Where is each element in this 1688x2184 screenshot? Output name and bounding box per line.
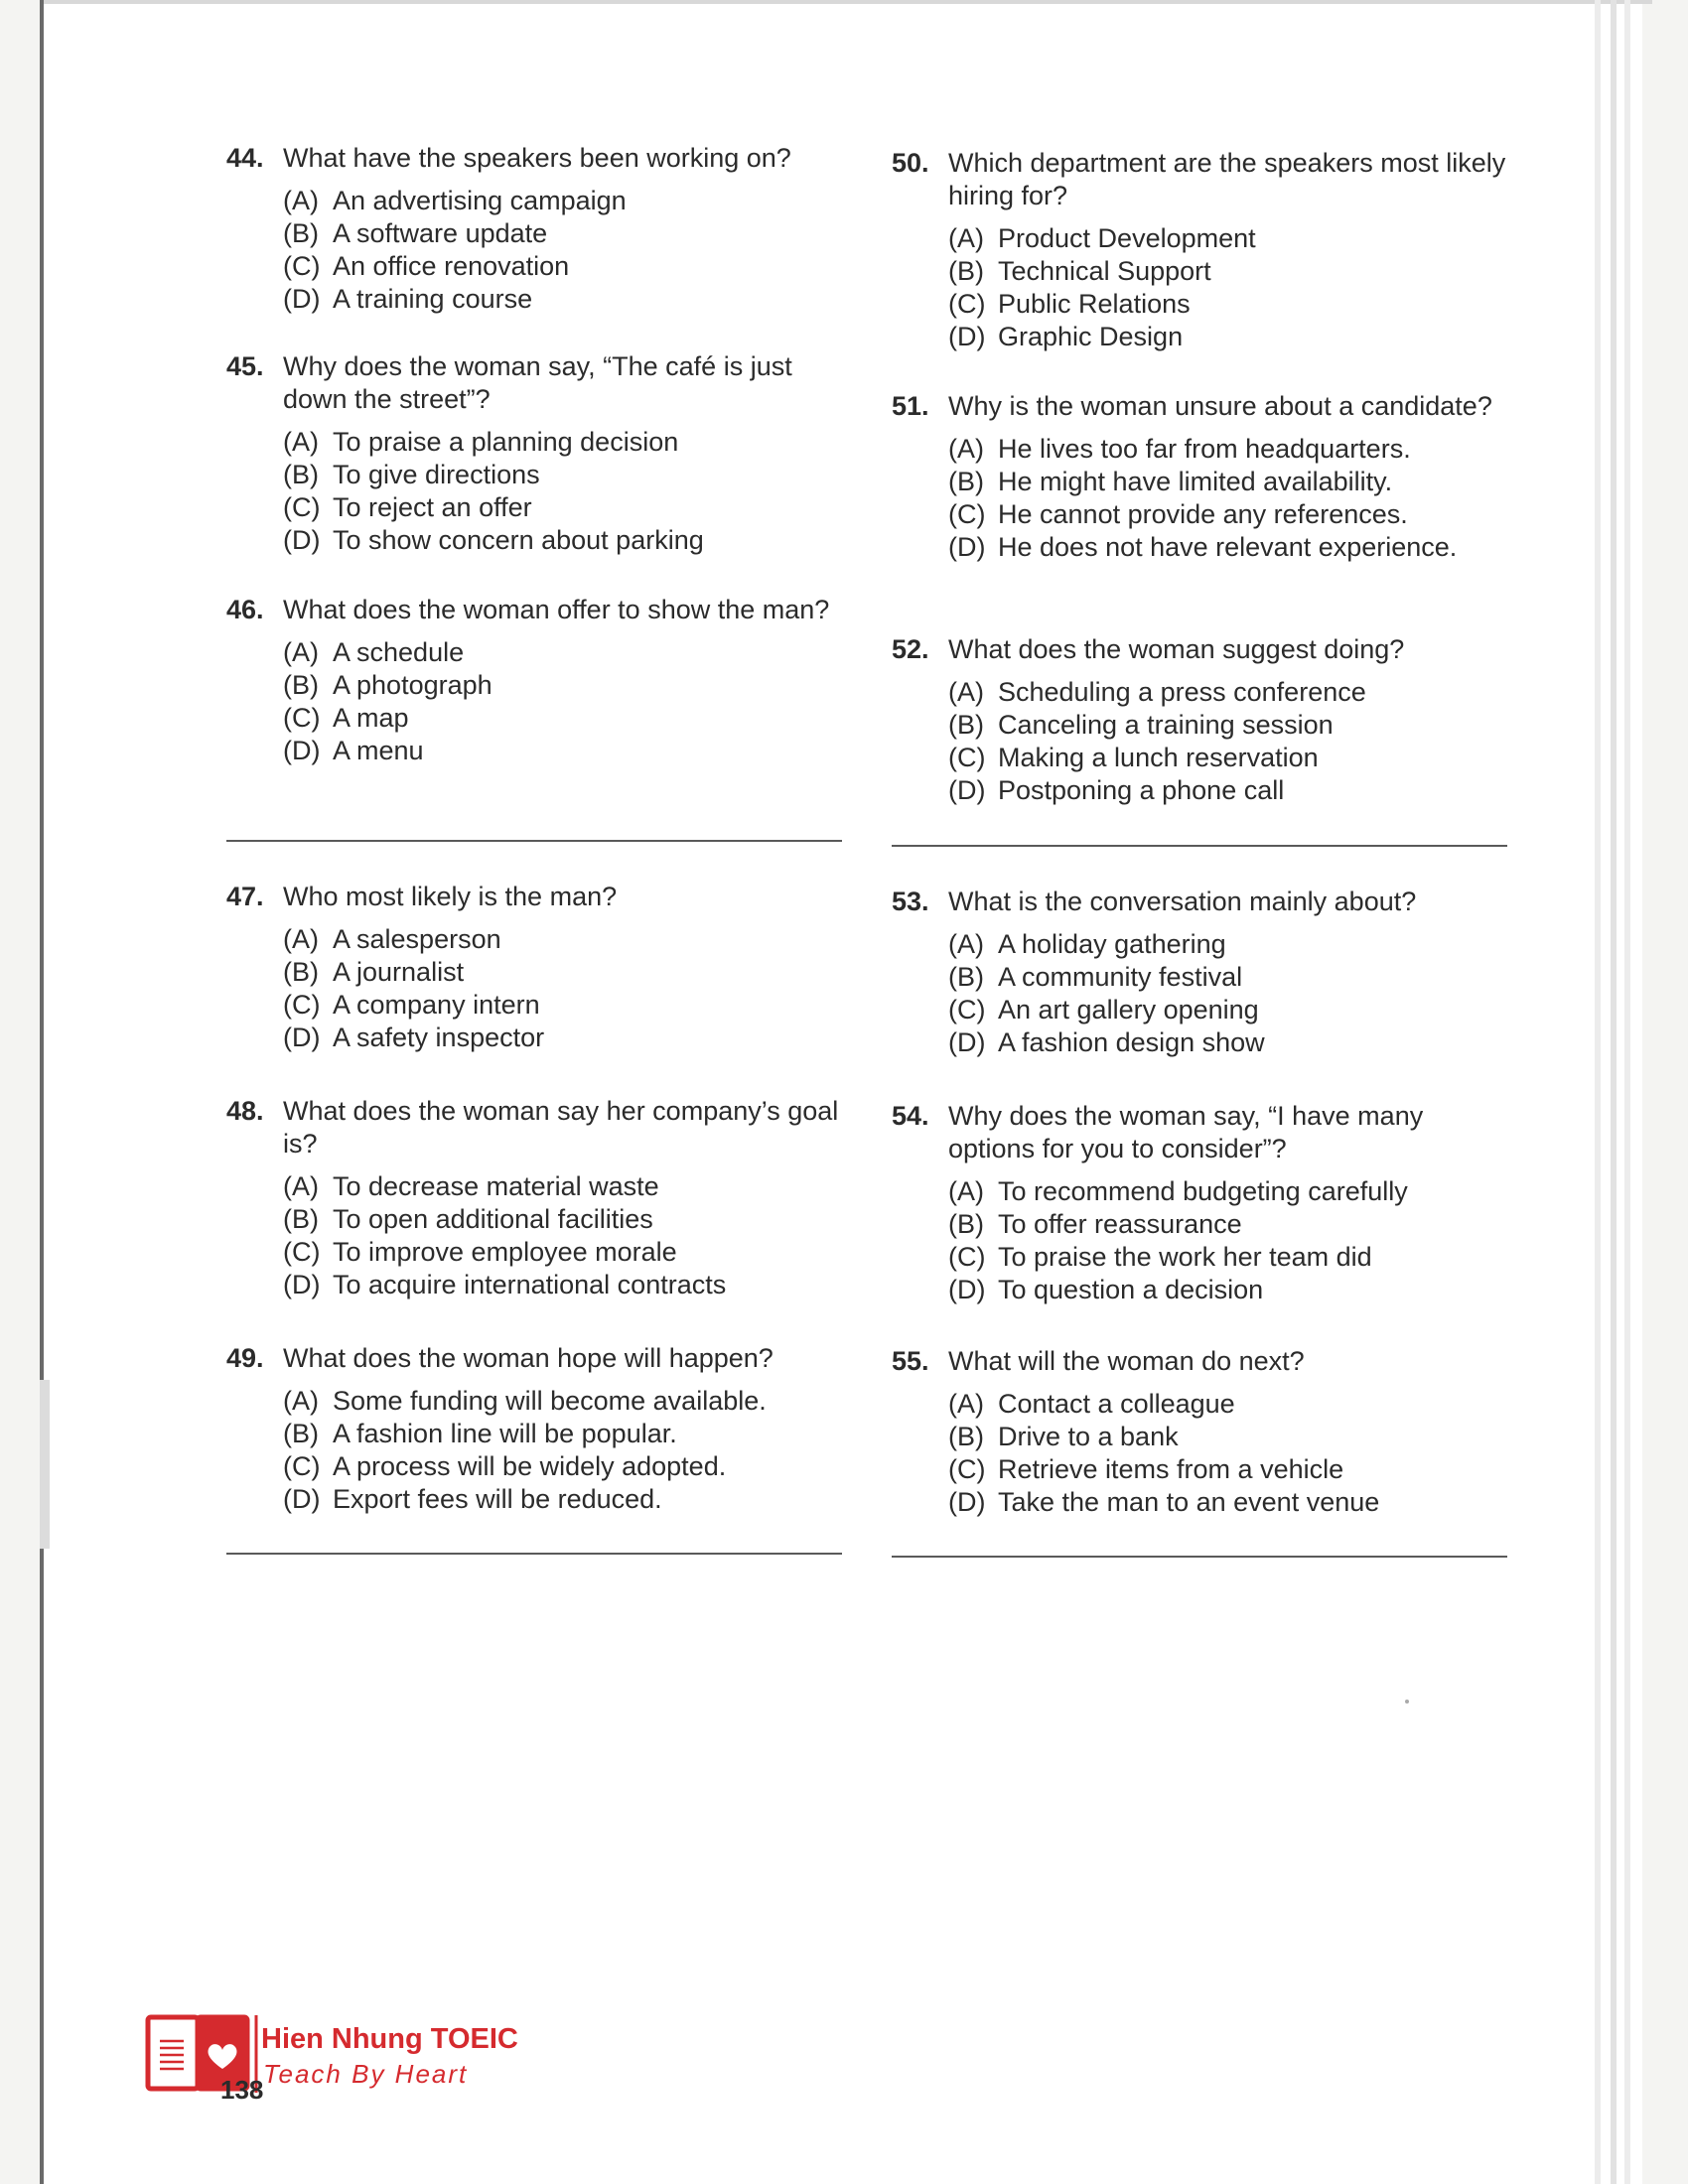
question-text: What does the woman say her company’s goal is? (283, 1096, 839, 1159)
answer-option[interactable] (283, 1269, 842, 1301)
question-text: What will the woman do next? (948, 1346, 1305, 1376)
answer-option[interactable] (948, 1421, 1507, 1453)
option-text: Postponing a phone call (998, 775, 1285, 805)
question-52 (892, 633, 1507, 807)
question-text: Why does the woman say, “The café is just down the street”? (283, 351, 792, 414)
answer-option[interactable] (948, 1241, 1507, 1274)
page-stack-edge (1624, 0, 1630, 2184)
answer-option[interactable] (948, 255, 1507, 288)
answer-option[interactable] (283, 491, 842, 524)
answer-option[interactable] (948, 531, 1507, 564)
option-text: An office renovation (333, 251, 570, 281)
option-letter: (A) (283, 427, 319, 457)
option-text: He cannot provide any references. (998, 499, 1408, 529)
answer-option[interactable] (283, 459, 842, 491)
answer-option[interactable] (948, 1486, 1507, 1519)
option-text: Export fees will be reduced. (333, 1484, 662, 1514)
answer-option[interactable] (948, 742, 1507, 774)
option-text: A training course (333, 284, 533, 314)
question-47 (226, 881, 842, 1054)
question-number: 51. (892, 391, 929, 421)
answer-options (283, 1385, 842, 1516)
page-top-edge (44, 0, 1652, 4)
option-letter: (D) (283, 1270, 321, 1299)
answer-option[interactable] (948, 222, 1507, 255)
option-letter: (C) (948, 499, 986, 529)
answer-option[interactable] (283, 1022, 842, 1054)
question-number: 47. (226, 882, 264, 911)
question-text: What have the speakers been working on? (283, 143, 791, 173)
option-text: A process will be widely adopted. (333, 1451, 727, 1481)
section-divider (892, 845, 1507, 847)
option-text: A fashion design show (998, 1027, 1265, 1057)
answer-option[interactable] (283, 250, 842, 283)
option-text: To praise the work her team did (998, 1242, 1372, 1272)
option-letter: (C) (948, 995, 986, 1024)
option-text: To open additional facilities (333, 1204, 653, 1234)
answer-option[interactable] (948, 1453, 1507, 1486)
answer-option[interactable] (948, 1274, 1507, 1306)
option-text: A community festival (998, 962, 1243, 992)
answer-option[interactable] (948, 928, 1507, 961)
option-letter: (B) (948, 962, 984, 992)
option-text: Scheduling a press conference (998, 677, 1366, 707)
answer-option[interactable] (283, 636, 842, 669)
option-letter: (A) (948, 1389, 984, 1419)
answer-option[interactable] (283, 669, 842, 702)
option-letter: (B) (948, 1422, 984, 1451)
question-49 (226, 1342, 842, 1516)
option-letter: (D) (948, 1275, 986, 1304)
question-text: Why is the woman unsure about a candidate? (948, 391, 1492, 421)
option-letter: (A) (283, 637, 319, 667)
answer-options (948, 222, 1507, 353)
answer-options (948, 433, 1507, 564)
option-letter: (B) (283, 670, 319, 700)
option-letter: (B) (283, 957, 319, 987)
answer-option[interactable] (283, 1236, 842, 1269)
question-number: 53. (892, 887, 929, 916)
answer-options (948, 1175, 1507, 1306)
option-letter: (C) (283, 251, 321, 281)
answer-option[interactable] (948, 1026, 1507, 1059)
question-45 (226, 350, 842, 557)
answer-option[interactable] (283, 1450, 842, 1483)
scan-speck (1405, 1700, 1409, 1704)
option-letter: (D) (283, 525, 321, 555)
option-letter: (A) (948, 929, 984, 959)
option-letter: (B) (283, 1419, 319, 1448)
option-letter: (B) (948, 256, 984, 286)
option-letter: (C) (948, 289, 986, 319)
option-text: Public Relations (998, 289, 1191, 319)
question-number: 48. (226, 1096, 264, 1126)
question-44 (226, 142, 842, 316)
answer-option[interactable] (283, 989, 842, 1022)
answer-options (948, 928, 1507, 1059)
option-letter: (C) (283, 990, 321, 1020)
option-letter: (C) (948, 1242, 986, 1272)
option-letter: (C) (283, 1451, 321, 1481)
question-number: 44. (226, 143, 264, 173)
page-binding-edge (40, 0, 44, 2184)
option-text: To offer reassurance (998, 1209, 1242, 1239)
question-text: What is the conversation mainly about? (948, 887, 1417, 916)
answer-options (283, 185, 842, 316)
option-text: To question a decision (998, 1275, 1264, 1304)
option-text: A menu (333, 736, 424, 765)
answer-option[interactable] (283, 217, 842, 250)
section-divider (226, 840, 842, 842)
answer-option[interactable] (948, 288, 1507, 321)
option-letter: (D) (948, 322, 986, 351)
option-letter: (B) (283, 1204, 319, 1234)
option-text: A software update (333, 218, 548, 248)
option-letter: (D) (283, 284, 321, 314)
answer-option[interactable] (283, 185, 842, 217)
brand-name: Hien Nhung TOEIC (261, 2023, 518, 2055)
option-letter: (D) (948, 1487, 986, 1517)
question-text: Why does the woman say, “I have many options for you to consider”? (948, 1101, 1424, 1163)
option-text: To show concern about parking (333, 525, 704, 555)
question-number: 46. (226, 595, 264, 624)
answer-option[interactable] (948, 961, 1507, 994)
option-text: Product Development (998, 223, 1256, 253)
option-letter: (A) (283, 924, 319, 954)
question-50 (892, 147, 1507, 353)
answer-option[interactable] (948, 466, 1507, 498)
answer-option[interactable] (283, 283, 842, 316)
answer-option[interactable] (948, 709, 1507, 742)
option-text: An art gallery opening (998, 995, 1259, 1024)
option-text: Making a lunch reservation (998, 743, 1319, 772)
answer-option[interactable] (283, 1203, 842, 1236)
option-text: Canceling a training session (998, 710, 1334, 740)
page-stack-edge (1595, 0, 1601, 2184)
question-text: What does the woman suggest doing? (948, 634, 1405, 664)
question-text: Who most likely is the man? (283, 882, 618, 911)
answer-option[interactable] (948, 1175, 1507, 1208)
option-text: A holiday gathering (998, 929, 1226, 959)
option-letter: (D) (948, 775, 986, 805)
question-number: 52. (892, 634, 929, 664)
option-letter: (D) (283, 1023, 321, 1052)
option-text: Take the man to an event venue (998, 1487, 1380, 1517)
option-letter: (A) (948, 223, 984, 253)
answer-options (948, 1388, 1507, 1519)
option-text: A photograph (333, 670, 492, 700)
option-text: To recommend budgeting carefully (998, 1176, 1408, 1206)
answer-option[interactable] (283, 1385, 842, 1418)
option-text: Retrieve items from a vehicle (998, 1454, 1344, 1484)
option-text: Drive to a bank (998, 1422, 1179, 1451)
answer-option[interactable] (283, 735, 842, 767)
option-letter: (B) (948, 710, 984, 740)
page-stack-edge (1611, 0, 1617, 2184)
question-53 (892, 886, 1507, 1059)
question-number: 45. (226, 351, 264, 381)
answer-options (948, 676, 1507, 807)
option-letter: (B) (948, 1209, 984, 1239)
question-number: 55. (892, 1346, 929, 1376)
option-letter: (D) (948, 1027, 986, 1057)
answer-options (283, 1170, 842, 1301)
answer-options (283, 426, 842, 557)
option-letter: (B) (948, 467, 984, 496)
option-letter: (D) (283, 736, 321, 765)
option-text: Contact a colleague (998, 1389, 1235, 1419)
option-letter: (A) (283, 1171, 319, 1201)
answer-option[interactable] (283, 1418, 842, 1450)
option-letter: (A) (283, 1386, 319, 1416)
option-letter: (A) (948, 677, 984, 707)
option-letter: (A) (948, 1176, 984, 1206)
option-letter: (B) (283, 460, 319, 489)
answer-option[interactable] (948, 676, 1507, 709)
question-number: 50. (892, 148, 929, 178)
option-text: An advertising campaign (333, 186, 627, 215)
option-text: Graphic Design (998, 322, 1184, 351)
question-text: What does the woman offer to show the man? (283, 595, 830, 624)
answer-option[interactable] (283, 702, 842, 735)
option-text: A company intern (333, 990, 540, 1020)
answer-option[interactable] (948, 994, 1507, 1026)
answer-option[interactable] (283, 426, 842, 459)
question-51 (892, 390, 1507, 564)
answer-option[interactable] (948, 1388, 1507, 1421)
option-text: A safety inspector (333, 1023, 545, 1052)
page-number: 138 (220, 2075, 264, 2105)
option-letter: (B) (283, 218, 319, 248)
answer-option[interactable] (948, 321, 1507, 353)
option-letter: (D) (948, 532, 986, 562)
answer-option[interactable] (283, 1483, 842, 1516)
question-46 (226, 594, 842, 767)
option-letter: (C) (948, 743, 986, 772)
option-letter: (C) (283, 492, 321, 522)
answer-option[interactable] (283, 1170, 842, 1203)
answer-option[interactable] (283, 524, 842, 557)
option-text: He lives too far from headquarters. (998, 434, 1411, 464)
option-text: To give directions (333, 460, 540, 489)
answer-options (283, 636, 842, 767)
answer-option[interactable] (283, 956, 842, 989)
question-number: 54. (892, 1101, 929, 1131)
question-55 (892, 1345, 1507, 1519)
option-text: Some funding will become available. (333, 1386, 767, 1416)
question-number: 49. (226, 1343, 264, 1373)
answer-option[interactable] (948, 774, 1507, 807)
option-text: A fashion line will be popular. (333, 1419, 677, 1448)
option-letter: (C) (283, 1237, 321, 1267)
question-48 (226, 1095, 842, 1301)
answer-option[interactable] (948, 498, 1507, 531)
option-text: A schedule (333, 637, 465, 667)
option-letter: (A) (283, 186, 319, 215)
answer-options (283, 923, 842, 1054)
question-text: Which department are the speakers most likely hiring for? (948, 148, 1506, 210)
answer-option[interactable] (948, 433, 1507, 466)
brand-tagline: Teach By Heart (263, 2059, 469, 2089)
option-text: To praise a planning decision (333, 427, 679, 457)
question-54 (892, 1100, 1507, 1306)
option-text: A salesperson (333, 924, 501, 954)
option-letter: (D) (283, 1484, 321, 1514)
option-text: To decrease material waste (333, 1171, 659, 1201)
option-letter: (A) (948, 434, 984, 464)
option-text: A map (333, 703, 409, 733)
option-text: Technical Support (998, 256, 1211, 286)
option-text: He does not have relevant experience. (998, 532, 1458, 562)
option-text: A journalist (333, 957, 465, 987)
section-divider (226, 1553, 842, 1555)
scan-artifact (40, 1380, 50, 1549)
option-text: To acquire international contracts (333, 1270, 727, 1299)
answer-option[interactable] (948, 1208, 1507, 1241)
section-divider (892, 1556, 1507, 1558)
option-text: He might have limited availability. (998, 467, 1393, 496)
option-text: To improve employee morale (333, 1237, 677, 1267)
option-text: To reject an offer (333, 492, 532, 522)
answer-option[interactable] (283, 923, 842, 956)
option-letter: (C) (283, 703, 321, 733)
option-letter: (C) (948, 1454, 986, 1484)
question-text: What does the woman hope will happen? (283, 1343, 774, 1373)
